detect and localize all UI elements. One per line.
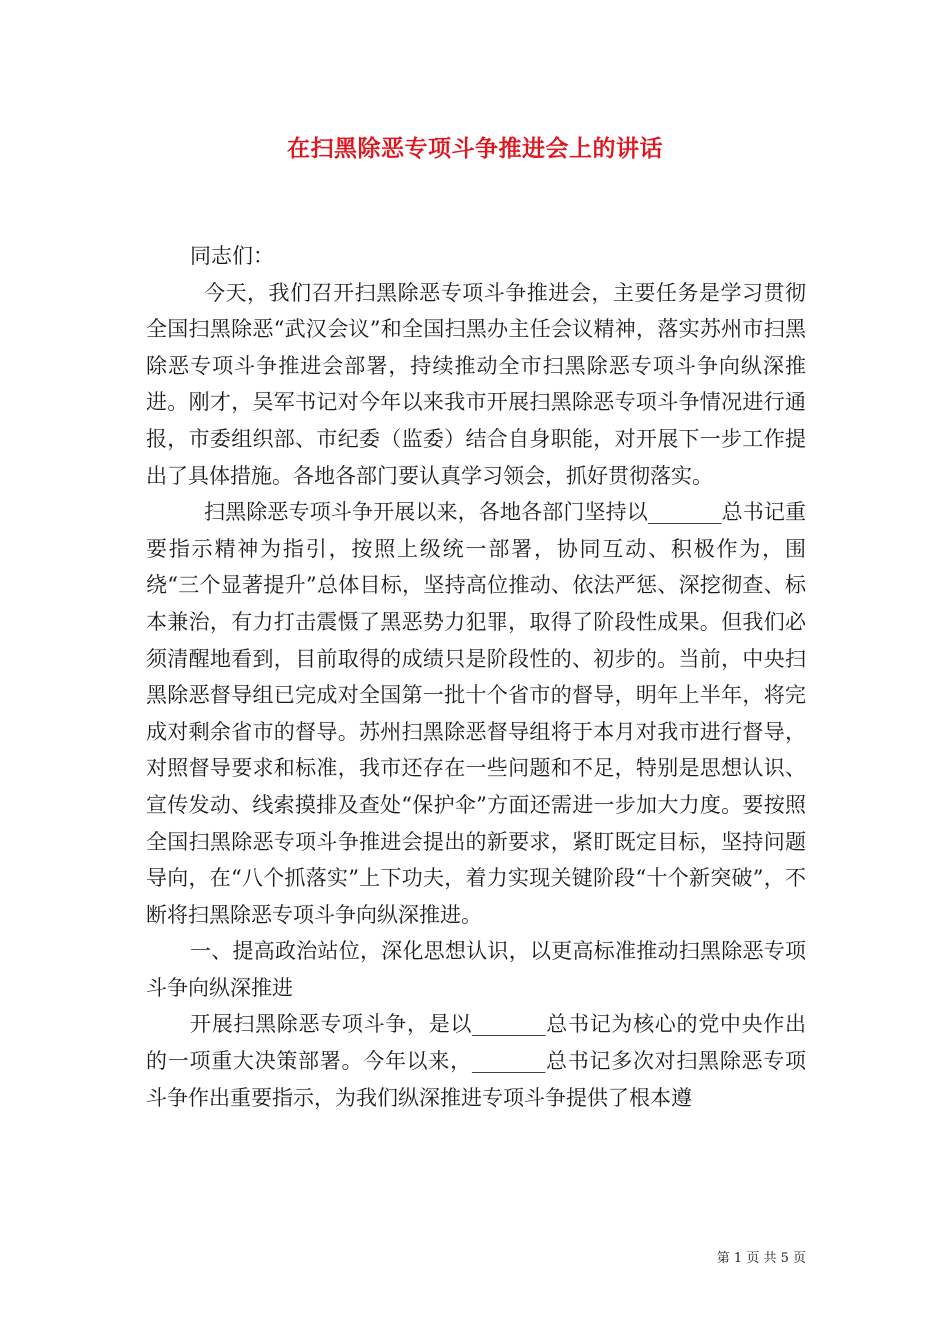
greeting: 同志们： [190, 244, 274, 268]
paragraph-progress: 扫黑除恶专项斗争开展以来，各地各部门坚持以_______总书记重要指示精神为指引，按照上级统一部署，协同互动、积极作为，围绕“三个显著提升”总体目标，坚持高位推动、依法严惩、深挖彻查、标本兼治，有力打击震慑了黑恶势力犯罪，取得了阶段性成果。但我们必须清醒地看到，目前取得的成绩只是阶段性的、初步的。当前，中央扫黑除恶督导组已完成对全国第一批十个省市的督导，明年上半年，将完成对剩余省市的督导。苏州扫黑除恶督导组将于本月对我市进行督导，对照督导要求和标准，我市还存在一些问题和不足，特别是思想认识、宣传发动、线索摸排及查处“保护伞”方面还需进一步加大力度。要按照全国扫黑除恶专项斗争推进会提出的新要求，紧盯既定目标，坚持问题导向，在“八个抓落实”上下功夫，着力实现关键阶段“十个新突破”，不断将扫黑除恶专项斗争向纵深推进。 [146, 500, 806, 927]
document-title: 在扫黑除恶专项斗争推进会上的讲话 [287, 135, 663, 162]
section-heading-1: 一、提高政治站位，深化思想认识，以更高标准推动扫黑除恶专项斗争向纵深推进 [146, 939, 806, 1000]
page-footer: 第 1 页 共 5 页 [716, 1251, 806, 1266]
paragraph-intro: 今天，我们召开扫黑除恶专项斗争推进会，主要任务是学习贯彻全国扫黑除恶“武汉会议”和全国扫黑办主任会议精神，落实苏州市扫黑除恶专项斗争推进会部署，持续推动全市扫黑除恶专项斗争向纵深推进。刚才，吴军书记对今年以来我市开展扫黑除恶专项斗争情况进行通报，市委组织部、市纪委（监委）结合自身职能，对开展下一步工作提出了具体措施。各地各部门要认真学习领会，抓好贯彻落实。 [146, 280, 806, 488]
paragraph-section-1: 开展扫黑除恶专项斗争，是以_______总书记为核心的党中央作出的一项重大决策部署。今年以来，_______总书记多次对扫黑除恶专项斗争作出重要指示，为我们纵深推进专项斗争提供了根本遵 [146, 1012, 806, 1110]
document-body [146, 238, 806, 1116]
